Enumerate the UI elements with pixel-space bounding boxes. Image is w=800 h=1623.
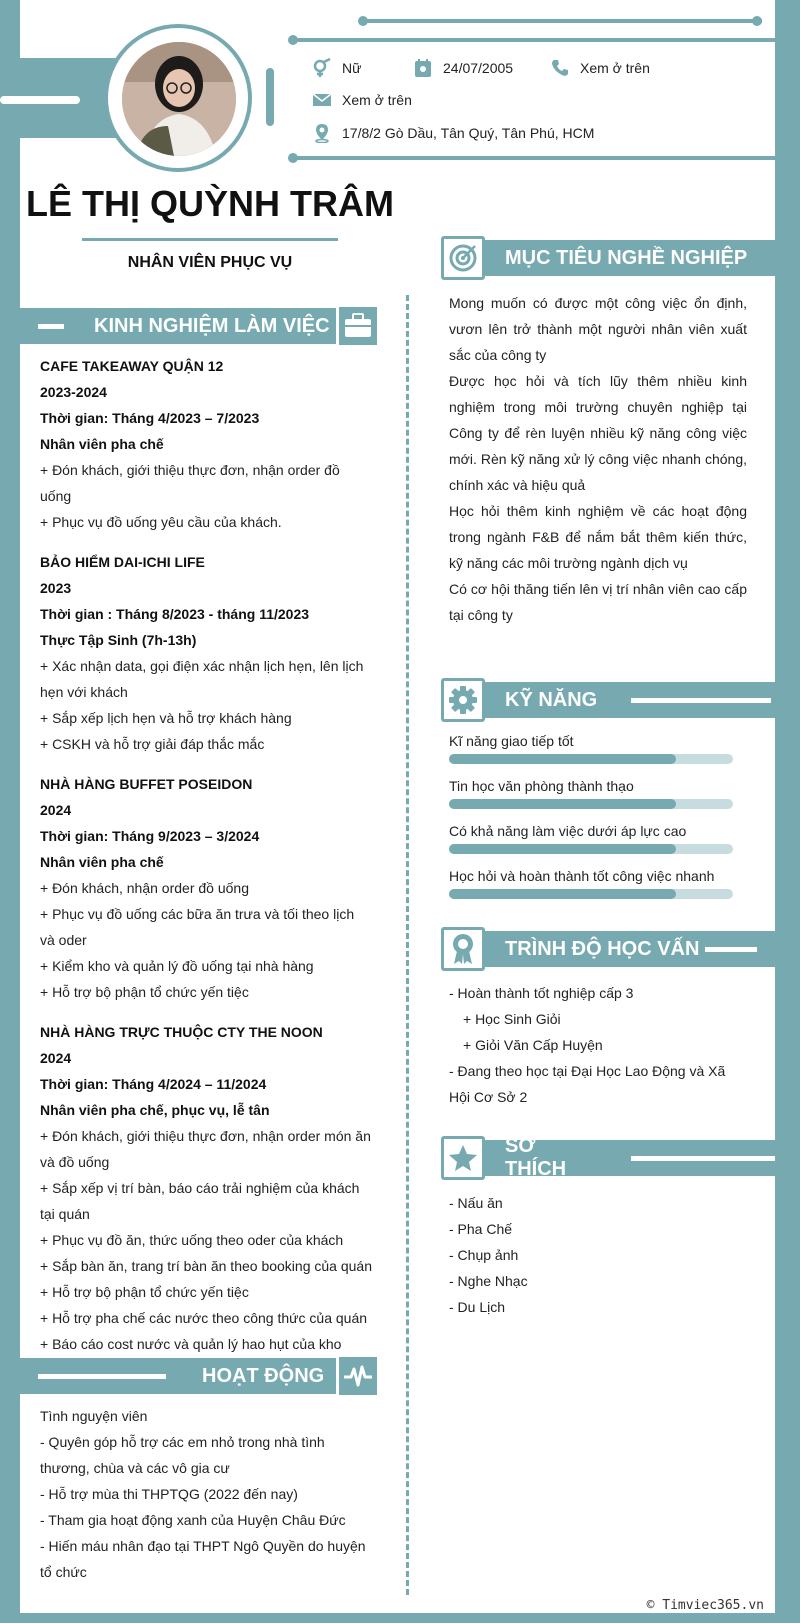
objective-paragraph: Học hỏi thêm kinh nghiệm về các hoạt động trong ngành F&B để nắm bắt thêm kiến thức, kỹ năng các môi trường ngành dịch vụ xyxy=(449,503,747,571)
header-stripe xyxy=(38,1374,166,1379)
hobby-item: - Du Lịch xyxy=(449,1299,506,1315)
job-time: Thời gian : Tháng 8/2023 - tháng 11/2023 xyxy=(40,606,310,622)
job-time: Thời gian: Tháng 4/2023 – 7/2023 xyxy=(40,410,260,426)
objective-heading: MỤC TIÊU NGHỀ NGHIỆP xyxy=(505,246,748,269)
education-item: - Hoàn thành tốt nghiệp cấp 3 xyxy=(449,985,634,1001)
education-item: + Học Sinh Giỏi xyxy=(463,1011,561,1027)
gear-icon xyxy=(448,685,478,715)
skill-item xyxy=(449,863,747,899)
job-task: + Đón khách, giới thiệu thực đơn, nhận order đồ uống xyxy=(40,462,340,504)
job-year: 2023 xyxy=(40,580,72,596)
job-company: BẢO HIỂM DAI-ICHI LIFE xyxy=(40,554,205,570)
job-time: Thời gian: Tháng 4/2024 – 11/2024 xyxy=(40,1076,267,1092)
job-entry xyxy=(40,1019,372,1357)
objective-icon-box xyxy=(441,236,485,280)
experience-list xyxy=(40,353,372,1357)
education-icon-box xyxy=(441,927,485,971)
education-header xyxy=(441,931,775,967)
objective-paragraph: Có cơ hội thăng tiến lên vị trí nhân viên cao cấp tại công ty xyxy=(449,581,747,623)
job-company: CAFE TAKEAWAY QUẬN 12 xyxy=(40,358,224,374)
heartbeat-icon xyxy=(343,1364,373,1388)
experience-heading: KINH NGHIỆM LÀM VIỆC xyxy=(94,314,330,337)
skill-bar xyxy=(449,889,733,899)
experience-header xyxy=(20,308,338,344)
job-task: + Phục vụ đồ ăn, thức uống theo oder của khách xyxy=(40,1232,344,1248)
watermark: © Timviec365.vn xyxy=(646,1598,764,1613)
address-info xyxy=(312,123,594,143)
activity-item: - Hỗ trợ mùa thi THPTQG (2022 đến nay) xyxy=(40,1486,298,1502)
objective-paragraph: Mong muốn có được một công việc ổn định, vươn lên trở thành một người nhân viên xuất sắc của công ty xyxy=(449,295,747,363)
hobby-item: - Nghe Nhạc xyxy=(449,1273,528,1289)
job-task: + Hỗ trợ pha chế các nước theo công thức của quán xyxy=(40,1310,368,1326)
job-title: NHÂN VIÊN PHỤC VỤ xyxy=(127,254,293,271)
gender-value: Nữ xyxy=(342,60,362,76)
activity-item: - Tham gia hoạt động xanh của Huyện Châu Đức xyxy=(40,1512,346,1528)
email-info xyxy=(312,90,412,110)
hobby-item: - Nấu ăn xyxy=(449,1195,503,1211)
job-task: + Hỗ trợ bộ phận tổ chức yến tiệc xyxy=(40,1284,249,1300)
hobbies-heading: SỞ THÍCH xyxy=(505,1135,567,1180)
header-stripe xyxy=(631,1156,775,1161)
header-dot xyxy=(358,16,368,26)
phone-icon xyxy=(550,58,570,78)
activity-item: - Hiến máu nhân đạo tại THPT Ngô Quyền do huyện tổ chức xyxy=(40,1538,366,1580)
education-heading: TRÌNH ĐỘ HỌC VẤN xyxy=(505,937,700,960)
gender-info xyxy=(312,58,361,78)
job-task: + Sắp xếp lịch hẹn và hỗ trợ khách hàng xyxy=(40,710,292,726)
skill-fill xyxy=(449,754,676,764)
job-task: + Kiểm kho và quản lý đồ uống tại nhà hàng xyxy=(40,958,314,974)
skill-fill xyxy=(449,844,676,854)
gender-icon xyxy=(312,58,332,78)
birthday-info xyxy=(413,58,513,78)
frame-right xyxy=(775,0,800,1623)
phone-value: Xem ở trên xyxy=(580,60,650,76)
skill-bar xyxy=(449,754,733,764)
job-year: 2024 xyxy=(40,1050,72,1066)
header-line-top xyxy=(362,19,762,23)
hobby-item: - Chụp ảnh xyxy=(449,1247,519,1263)
skill-fill xyxy=(449,889,676,899)
job-role: Thực Tập Sinh (7h-13h) xyxy=(40,632,197,648)
education-item: + Giỏi Văn Cấp Huyện xyxy=(463,1037,603,1053)
job-task: + Sắp bàn ăn, trang trí bàn ăn theo booking của quán xyxy=(40,1258,372,1274)
hobbies-list xyxy=(449,1190,747,1320)
hobbies-header xyxy=(441,1135,775,1180)
avatar xyxy=(122,42,236,156)
candidate-name: LÊ THỊ QUỲNH TRÂM xyxy=(26,183,394,224)
job-task: + Xác nhận data, gọi điện xác nhận lịch hẹn, lên lịch hẹn với khách xyxy=(40,658,364,700)
skill-bar xyxy=(449,799,733,809)
skill-bar xyxy=(449,844,733,854)
job-role: Nhân viên pha chế xyxy=(40,436,164,452)
skill-item xyxy=(449,728,747,764)
job-role: Nhân viên pha chế, phục vụ, lễ tân xyxy=(40,1102,270,1118)
job-task: + Phục vụ đồ uống các bữa ăn trưa và tối theo lịch và oder xyxy=(40,906,355,948)
star-icon xyxy=(448,1143,478,1173)
phone-info xyxy=(550,58,650,78)
job-time: Thời gian: Tháng 9/2023 – 3/2024 xyxy=(40,828,260,844)
skills-header xyxy=(441,682,775,718)
header-stripe xyxy=(631,698,771,703)
hobbies-icon-box xyxy=(441,1136,485,1180)
experience-icon-box xyxy=(336,304,380,348)
header-line-lower xyxy=(292,156,775,160)
job-entry xyxy=(40,549,372,757)
activity-item: - Quyên góp hỗ trợ các em nhỏ trong nhà tình thương, chùa và các vô gia cư xyxy=(40,1434,325,1476)
activities-icon-box xyxy=(336,1354,380,1398)
job-company: NHÀ HÀNG TRỰC THUỘC CTY THE NOON xyxy=(40,1024,323,1040)
skill-name: Kĩ năng giao tiếp tốt xyxy=(449,733,574,749)
job-task: + Báo cáo cost nước và quản lý hao hụt của kho xyxy=(40,1336,342,1352)
header-dot xyxy=(288,153,298,163)
calendar-icon xyxy=(413,58,433,78)
skill-item xyxy=(449,818,747,854)
email-value: Xem ở trên xyxy=(342,92,412,108)
award-icon xyxy=(449,933,477,965)
name-underline xyxy=(82,238,338,241)
job-year: 2024 xyxy=(40,802,72,818)
objective-paragraph: Được học hỏi và tích lũy thêm nhiều kinh nghiệm trong môi trường chuyên nghiệp tại Công ty để rèn luyện nhiều kỹ năng công việc mới. Rèn kỹ năng xử lý công việc nhanh chóng, chính xác và hiệu quả xyxy=(449,373,747,493)
skill-fill xyxy=(449,799,676,809)
target-icon xyxy=(448,243,478,273)
email-icon xyxy=(312,90,332,110)
frame-left xyxy=(0,0,20,1623)
education-item: - Đang theo học tại Đại Học Lao Động và Xã Hội Cơ Sở 2 xyxy=(449,1063,726,1105)
job-task: + Đón khách, nhận order đồ uống xyxy=(40,880,249,896)
header-divider xyxy=(266,68,274,126)
activities-list xyxy=(40,1403,372,1585)
address-value: 17/8/2 Gò Dầu, Tân Quý, Tân Phú, HCM xyxy=(342,125,595,141)
skill-name: Học hỏi và hoàn thành tốt công việc nhanh xyxy=(449,868,715,884)
activity-item: Tình nguyện viên xyxy=(40,1408,148,1424)
header-banner-stripe xyxy=(0,96,80,104)
job-task: + CSKH và hỗ trợ giải đáp thắc mắc xyxy=(40,736,265,752)
header-stripe xyxy=(705,947,757,952)
objective-text xyxy=(449,290,747,628)
job-company: NHÀ HÀNG BUFFET POSEIDON xyxy=(40,776,253,792)
job-entry xyxy=(40,771,372,1005)
birthday-value: 24/07/2005 xyxy=(443,60,514,76)
job-task: + Phục vụ đồ uống yêu cầu của khách. xyxy=(40,514,282,530)
skill-name: Có khả năng làm việc dưới áp lực cao xyxy=(449,823,687,839)
activities-header xyxy=(20,1358,338,1394)
column-divider xyxy=(406,295,409,1595)
skills-icon-box xyxy=(441,678,485,722)
skills-heading: KỸ NĂNG xyxy=(505,688,598,711)
header-dot xyxy=(288,35,298,45)
education-list xyxy=(449,980,747,1110)
briefcase-icon xyxy=(344,313,372,339)
job-task: + Hỗ trợ bộ phận tổ chức yến tiệc xyxy=(40,984,249,1000)
location-pin-icon xyxy=(312,123,332,143)
header-line-upper xyxy=(292,38,775,42)
job-task: + Đón khách, giới thiệu thực đơn, nhận order món ăn và đồ uống xyxy=(40,1128,371,1170)
hobby-item: - Pha Chế xyxy=(449,1221,513,1237)
job-year: 2023-2024 xyxy=(40,384,107,400)
frame-bottom xyxy=(0,1613,800,1623)
skill-name: Tin học văn phòng thành thạo xyxy=(449,778,634,794)
header-dot xyxy=(752,16,762,26)
job-task: + Sắp xếp vị trí bàn, báo cáo trải nghiệm của khách tại quán xyxy=(40,1180,360,1222)
skill-item xyxy=(449,773,747,809)
skills-list xyxy=(449,728,747,899)
job-role: Nhân viên pha chế xyxy=(40,854,164,870)
activities-heading: HOẠT ĐỘNG xyxy=(202,1364,325,1387)
job-entry xyxy=(40,353,372,535)
header-stripe xyxy=(38,324,64,329)
objective-header xyxy=(441,240,775,276)
